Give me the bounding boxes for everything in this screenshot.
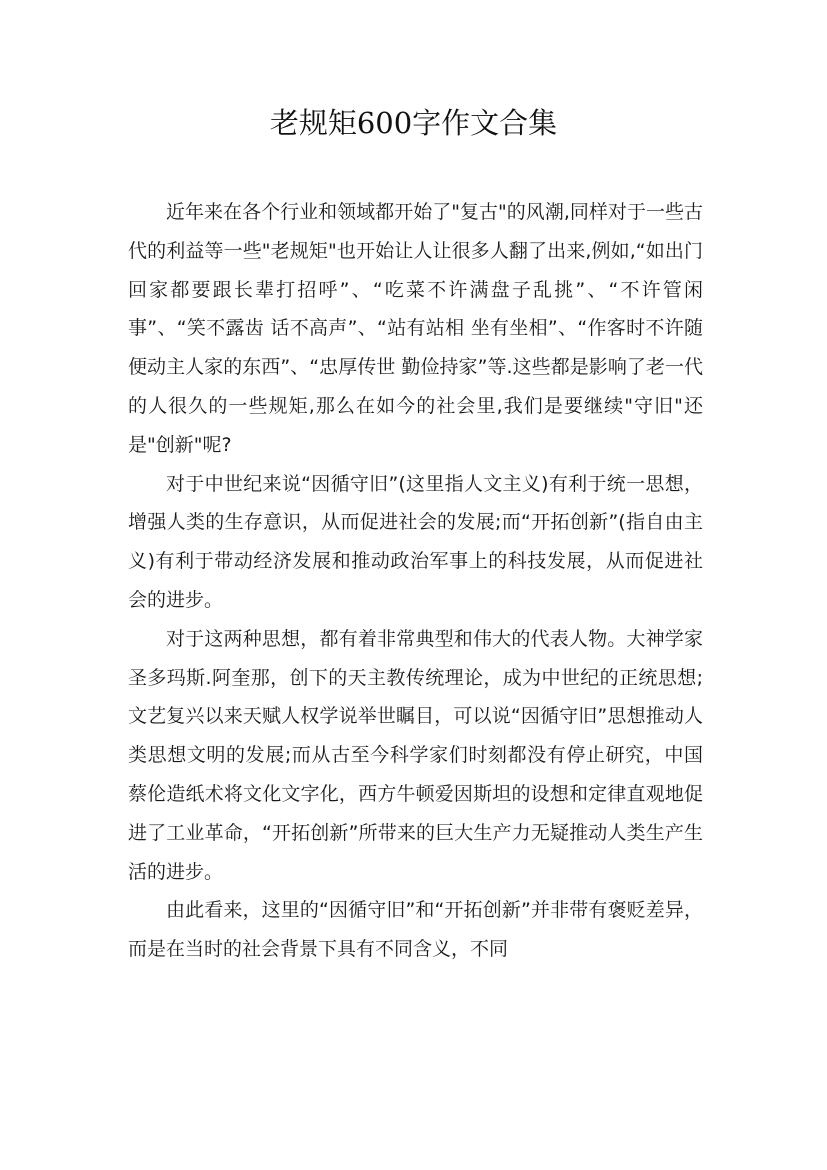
paragraph: 对于中世纪来说“因循守旧”(这里指人文主义)有利于统一思想，增强人类的生存意识，从而促进社会的发展;而“开拓创新”(指自由主义)有利于带动经济发展和推动政治军事上的科技发展，从而促进社会的进步。 — [128, 472, 703, 611]
paragraph: 由此看来，这里的“因循守旧”和“开拓创新”并非带有褒贬差异，而是在当时的社会背景下具有不同含义，不同 — [128, 899, 703, 961]
document-title: 老规矩600字作文合集 — [269, 106, 558, 140]
document-body — [128, 193, 703, 969]
paragraph: 近年来在各个行业和领域都开始了"复古"的风潮,同样对于一些古代的利益等一些"老规矩"也开始让人让很多人翻了出来,例如,“如出门回家都要跟长辈打招呼”、“吃菜不许满盘子乱挑”、“不许管闲事”、“笑不露齿 话不高声”、“站有站相 坐有坐相”、“作客时不许随便动主人家的东西”、“忠厚传世 勤俭持家”等.这些都是影响了老一代的人很久的一些规矩,那么在如今的社会里,我们是要继续"守旧"还是"创新"呢? — [128, 201, 703, 456]
paragraph: 对于这两种思想，都有着非常典型和伟大的代表人物。大神学家圣多玛斯.阿奎那，创下的天主教传统理论，成为中世纪的正统思想;文艺复兴以来天赋人权学说举世瞩目，可以说“因循守旧”思想推动人类思想文明的发展;而从古至今科学家们时刻都没有停止研究，中国蔡伦造纸术将文化文字化，西方牛顿爱因斯坦的设想和定律直观地促进了工业革命，“开拓创新”所带来的巨大生产力无疑推动人类生产生活的进步。 — [128, 627, 703, 883]
